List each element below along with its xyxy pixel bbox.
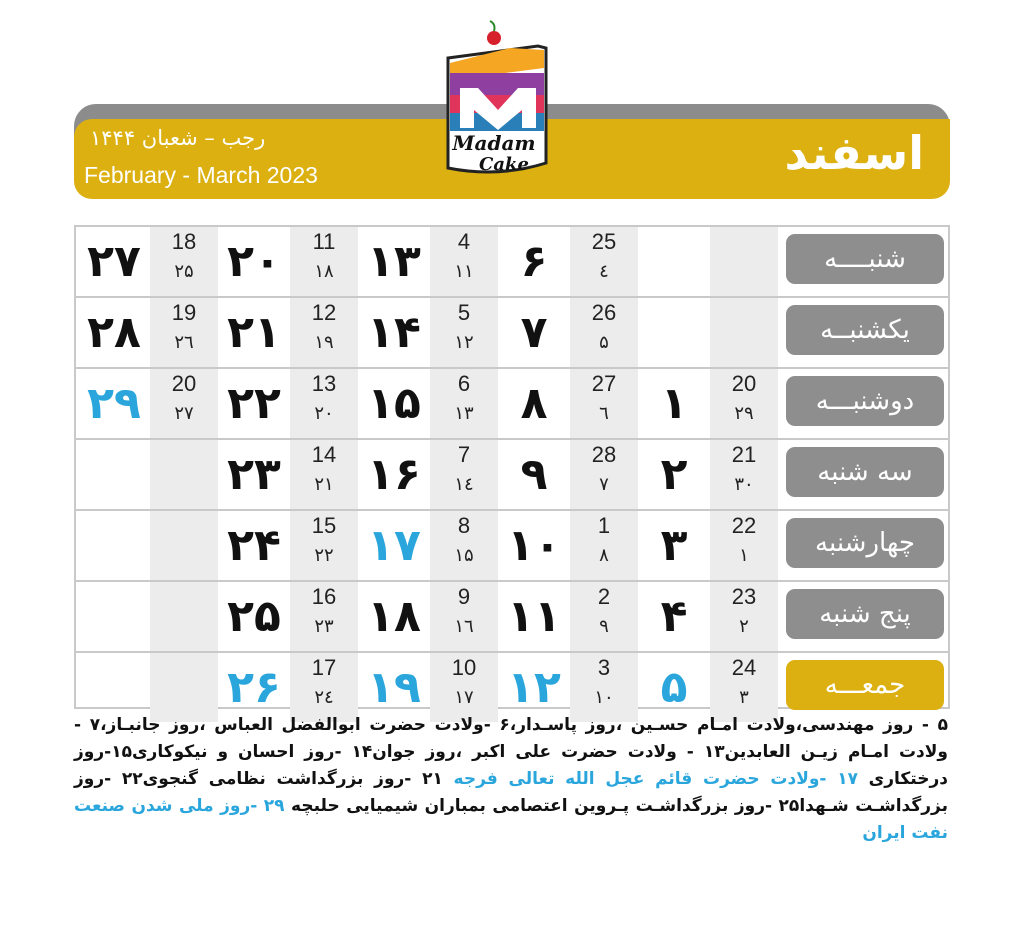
persian-day-number: ۲۶: [227, 662, 281, 713]
madam-cake-logo: [438, 18, 558, 183]
secondary-dates: [150, 582, 218, 651]
hijri-date: ۱۸: [314, 261, 334, 282]
gregorian-date: 26: [591, 300, 617, 325]
gregorian-date: 20: [731, 371, 757, 396]
hijri-date: ۲۵: [174, 261, 194, 282]
gregorian-date: 6: [457, 371, 471, 396]
gregorian-date: 18: [171, 229, 197, 254]
secondary-dates: [570, 227, 638, 296]
logo-text-madam: Madam: [452, 131, 536, 155]
hijri-date: ۲۹: [734, 403, 754, 424]
persian-day-number: [638, 227, 710, 296]
secondary-dates: [430, 369, 498, 438]
gregorian-date: 10: [451, 655, 477, 680]
persian-day-number: ۱۷: [367, 520, 421, 571]
calendar-grid: [74, 225, 950, 713]
secondary-dates: [570, 298, 638, 367]
persian-day-number: ۴: [660, 591, 688, 642]
secondary-dates: [570, 440, 638, 509]
gregorian-date: 14: [311, 442, 337, 467]
persian-day-number: ۲۱: [227, 307, 281, 358]
gregorian-date: 27: [591, 371, 617, 396]
secondary-dates: [430, 227, 498, 296]
persian-day-number: ۵: [660, 662, 688, 713]
hijri-date: ۱۳: [454, 403, 474, 424]
hijri-date: ۵: [599, 332, 609, 353]
week-row: [76, 369, 948, 440]
persian-day-number: ۲۸: [87, 307, 141, 358]
gregorian-date: 5: [457, 300, 471, 325]
secondary-dates: [710, 582, 778, 651]
gregorian-date: 3: [597, 655, 611, 680]
persian-day-number: [78, 440, 150, 509]
gregorian-date: 28: [591, 442, 617, 467]
week-row: [76, 440, 948, 511]
persian-day-number: ۳: [660, 520, 688, 571]
persian-day-number: ۱۳: [367, 236, 421, 287]
secondary-dates: [150, 227, 218, 296]
hijri-date: ۱۷: [454, 687, 474, 708]
secondary-dates: [150, 369, 218, 438]
gregorian-date: 20: [171, 371, 197, 396]
week-row: [76, 298, 948, 369]
weekday-label: شنبــــه: [786, 234, 944, 284]
persian-day-number: ۱۵: [367, 378, 421, 429]
gregorian-date: 21: [731, 442, 757, 467]
secondary-dates: [290, 369, 358, 438]
persian-day-number: ۶: [520, 236, 548, 287]
weekday-label: جمعـــه: [786, 660, 944, 710]
persian-day-number: ۲۷: [87, 236, 141, 287]
hijri-date: ۲۷: [174, 403, 194, 424]
secondary-dates: [430, 298, 498, 367]
secondary-dates: [150, 440, 218, 509]
hijri-date: ۱۲: [454, 332, 474, 353]
gregorian-date: 23: [731, 584, 757, 609]
hijri-months: رجب – شعبان ۱۴۴۴: [90, 126, 266, 150]
persian-day-number: ۱۰: [507, 520, 561, 571]
persian-day-number: ۲۰: [227, 236, 281, 287]
secondary-dates: [710, 227, 778, 296]
secondary-dates: [430, 582, 498, 651]
month-title: اسفند: [784, 126, 924, 180]
persian-day-number: ۲۹: [87, 378, 141, 429]
weekday-label: دوشنبـــه: [786, 376, 944, 426]
gregorian-date: 9: [457, 584, 471, 609]
secondary-dates: [290, 298, 358, 367]
gregorian-date: 19: [171, 300, 197, 325]
gregorian-date: 13: [311, 371, 337, 396]
persian-day-number: ۲۳: [227, 449, 281, 500]
persian-day-number: ۸: [520, 378, 548, 429]
gregorian-date: 8: [457, 513, 471, 538]
gregorian-date: 17: [311, 655, 337, 680]
persian-day-number: ۱۲: [507, 662, 561, 713]
gregorian-date: 15: [311, 513, 337, 538]
weekday-label: یکشنبــه: [786, 305, 944, 355]
gregorian-date: 1: [597, 513, 611, 538]
weekday-label: چهارشنبه: [786, 518, 944, 568]
persian-day-number: [78, 511, 150, 580]
hijri-date: ۱: [739, 545, 749, 566]
hijri-date: ۲٦: [174, 332, 194, 353]
secondary-dates: [710, 369, 778, 438]
persian-day-number: [78, 582, 150, 651]
secondary-dates: [710, 511, 778, 580]
hijri-date: ٤: [599, 261, 609, 282]
occasions-notes: [74, 712, 948, 847]
hijri-date: ۷: [599, 474, 609, 495]
hijri-date: ۲۳: [314, 616, 334, 637]
hijri-date: ۲٤: [314, 687, 334, 708]
persian-day-number: [638, 298, 710, 367]
hijri-date: ۳: [739, 687, 749, 708]
secondary-dates: [150, 511, 218, 580]
secondary-dates: [710, 298, 778, 367]
secondary-dates: [430, 440, 498, 509]
gregorian-date: 24: [731, 655, 757, 680]
week-row: [76, 511, 948, 582]
hijri-date: ١٤: [454, 474, 474, 495]
hijri-date: ۹: [599, 616, 609, 637]
hijri-date: ۲۰: [314, 403, 334, 424]
hijri-date: ۲۱: [314, 474, 334, 495]
persian-day-number: ۷: [520, 307, 548, 358]
persian-day-number: ۲۵: [227, 591, 281, 642]
notes-part-2: ۱۷ -ولادت حضرت قائم عجل الله تعالی فرجه: [453, 769, 858, 789]
notes-part-3: ۲۱ -روز بزرگداشت نظامی گنجوی۲۲ -روز بزرگداشـت شـهدا۲۵ -روز بزرگداشـت پـروین اعتصامی بمباران شیمیایی حلبچه: [74, 769, 948, 816]
secondary-dates: [430, 511, 498, 580]
gregorian-date: 7: [457, 442, 471, 467]
hijri-date: ٦: [599, 403, 609, 424]
week-row: [76, 227, 948, 298]
weekday-label: پنج شنبه: [786, 589, 944, 639]
persian-day-number: ۱۱: [507, 591, 561, 642]
gregorian-date: 4: [457, 229, 471, 254]
gregorian-months: February - March 2023: [84, 162, 318, 188]
persian-day-number: ۱۶: [367, 449, 421, 500]
week-row: [76, 582, 948, 653]
notes-part-1: ۵ - روز مهندسی،ولادت امـام حسـین ،روز پاسـدار،۶ -ولادت حضرت ابوالفضل العباس ،روز جانبـاز،۷ - ولادت امـام زیـن العابدین۱۳ - ولادت حضرت علی اکبر ،روز جوان۱۴ -روز احسان و نیکوکاری۱۵-روز درختکاری: [74, 715, 949, 789]
secondary-dates: [290, 440, 358, 509]
persian-day-number: ۲۲: [227, 378, 281, 429]
persian-day-number: ۱۸: [367, 591, 421, 642]
hijri-date: ۸: [599, 545, 609, 566]
notes-part-4: ۲۹ -روز ملی شدن صنعت نفت ایران: [74, 796, 948, 843]
hijri-date: ۲: [739, 616, 749, 637]
gregorian-date: 2: [597, 584, 611, 609]
secondary-dates: [570, 511, 638, 580]
persian-day-number: ۱۹: [367, 662, 421, 713]
hijri-date: ۱۱: [454, 261, 474, 282]
persian-day-number: ۹: [520, 449, 548, 500]
persian-day-number: ۱۴: [367, 307, 421, 358]
secondary-dates: [150, 298, 218, 367]
gregorian-date: 22: [731, 513, 757, 538]
hijri-date: ۲۲: [314, 545, 334, 566]
persian-day-number: ۲۴: [227, 520, 281, 571]
weekday-label: سه شنبه: [786, 447, 944, 497]
persian-day-number: ۱: [660, 378, 688, 429]
hijri-date: ۳۰: [734, 474, 754, 495]
hijri-date: ۱۹: [314, 332, 334, 353]
secondary-dates: [710, 440, 778, 509]
secondary-dates: [570, 369, 638, 438]
secondary-dates: [290, 582, 358, 651]
gregorian-date: 12: [311, 300, 337, 325]
gregorian-date: 16: [311, 584, 337, 609]
logo-text-cake: Cake: [479, 154, 529, 175]
hijri-date: ۱٦: [454, 616, 474, 637]
hijri-date: ۱۰: [594, 687, 614, 708]
secondary-dates: [290, 227, 358, 296]
persian-day-number: ۲: [660, 449, 688, 500]
gregorian-date: 11: [312, 229, 336, 254]
hijri-date: ۱۵: [454, 545, 474, 566]
secondary-dates: [290, 511, 358, 580]
gregorian-date: 25: [591, 229, 617, 254]
secondary-dates: [570, 582, 638, 651]
